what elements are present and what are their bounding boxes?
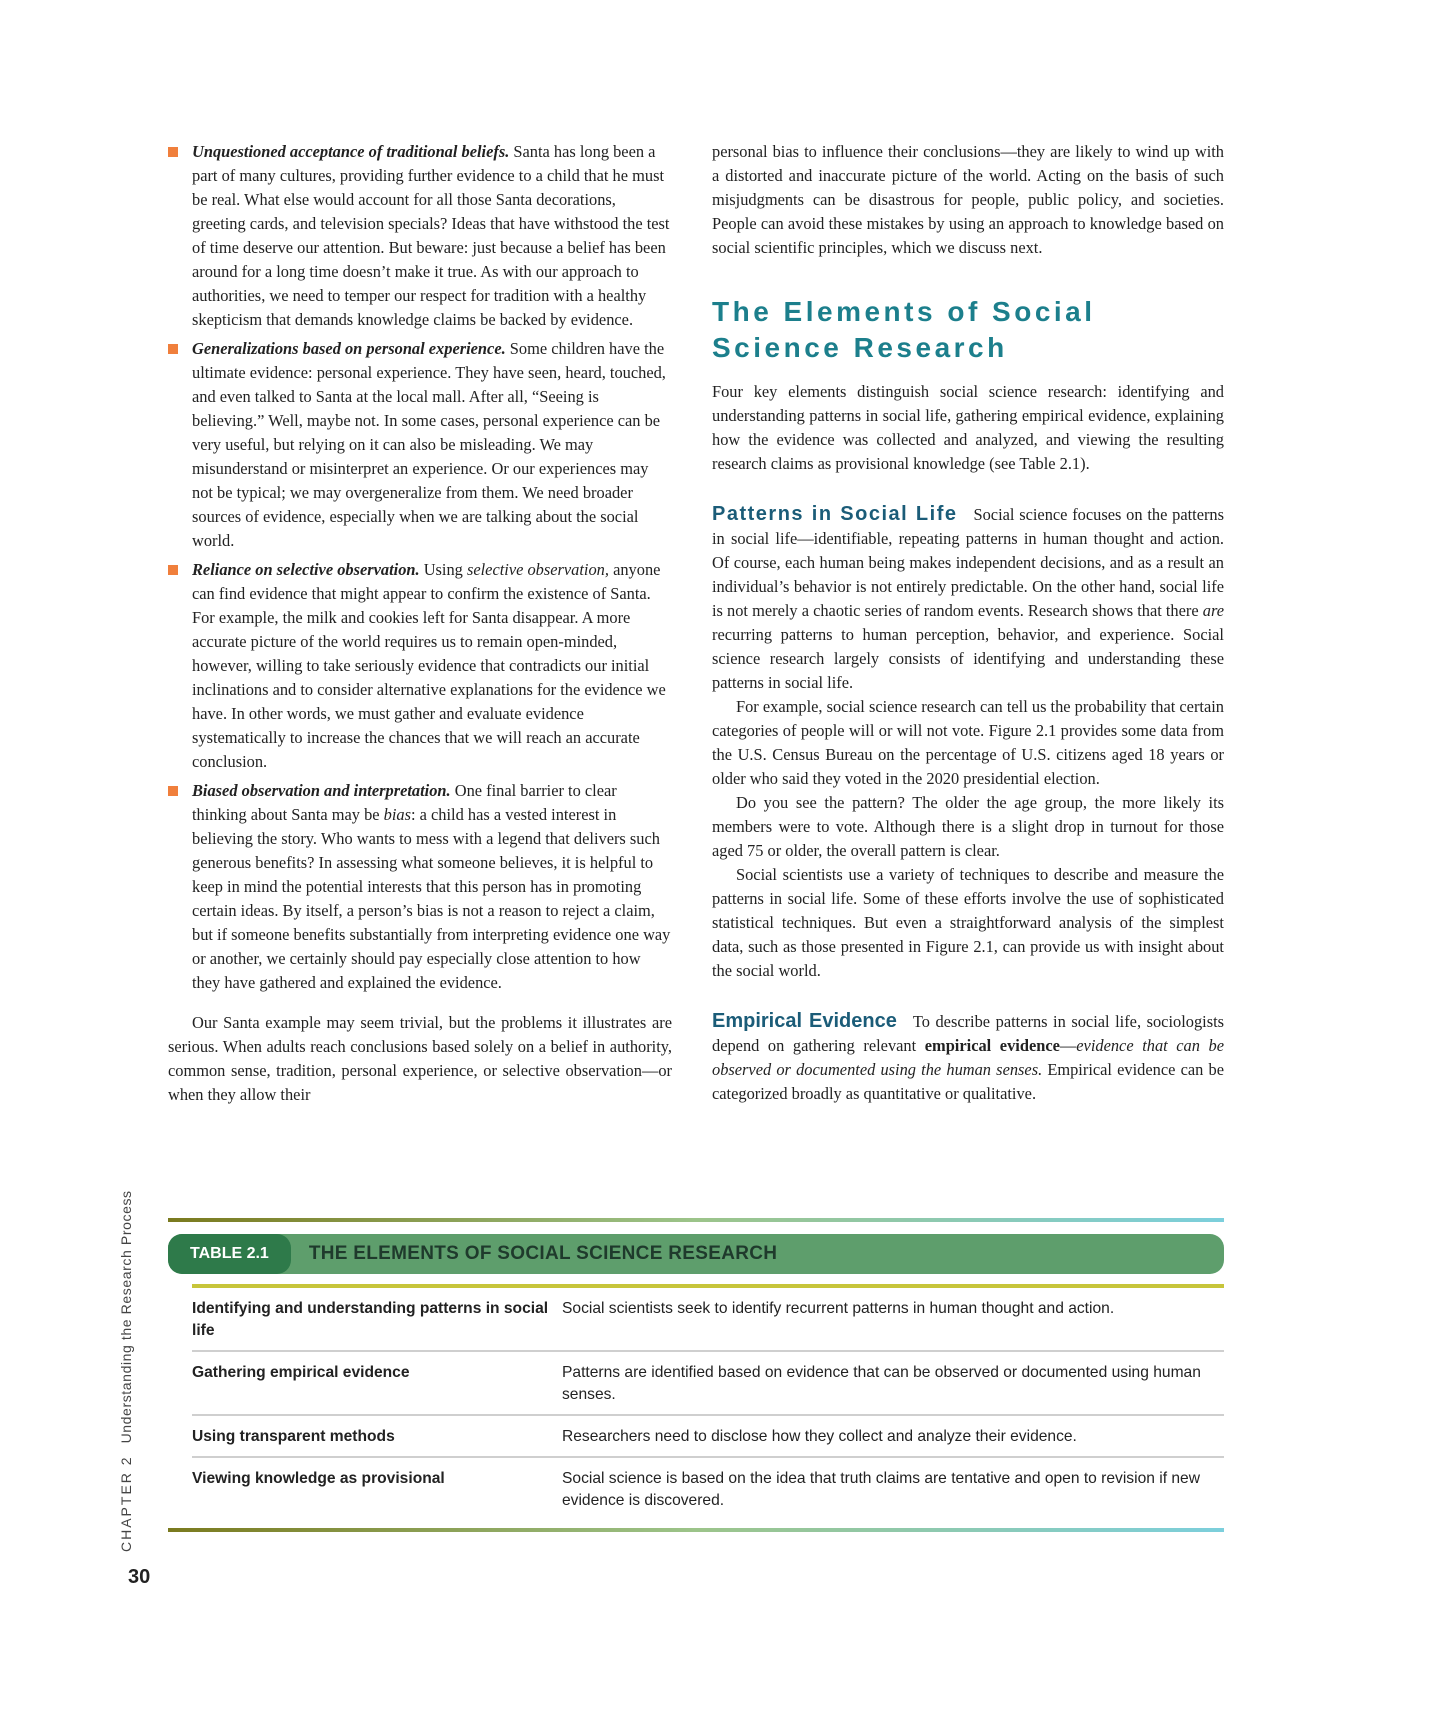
table-title: THE ELEMENTS OF SOCIAL SCIENCE RESEARCH	[308, 1243, 778, 1264]
paragraph-text: recurring patterns to human perception, behavior, and experience. Social science research largely consists of identifying and understanding these patterns in social life.	[712, 625, 1224, 692]
element-cell: Gathering empirical evidence	[192, 1364, 410, 1381]
description-cell: Social science is based on the idea that truth claims are tentative and open to revision if new evidence is discovered.	[562, 1470, 1200, 1509]
table-body	[192, 1284, 1224, 1520]
chapter-label: CHAPTER 2	[118, 1455, 134, 1552]
list-item	[168, 779, 672, 995]
element-cell: Identifying and understanding patterns in social life	[192, 1300, 549, 1339]
bullet-text: Using	[419, 560, 467, 579]
table-top-rule	[168, 1218, 1224, 1222]
bullet-text: One final barrier to clear thinking about Santa may be	[192, 781, 617, 824]
key-term: empirical evidence	[924, 1036, 1060, 1055]
running-head	[118, 1190, 134, 1552]
list-item	[168, 140, 672, 332]
barrier-list	[168, 140, 672, 995]
section-heading: The Elements of Social Science Research	[712, 296, 1096, 363]
paragraph-text: Empirical evidence can be categorized broadly as quantitative or qualitative.	[712, 1060, 1224, 1103]
closing-paragraph: Our Santa example may seem trivial, but the problems it illustrates are serious. When adults reach conclusions based solely on a belief in authority, common sense, tradition, personal experience, or selective observation—or when they allow their	[168, 1013, 672, 1104]
table-bottom-rule	[168, 1528, 1224, 1532]
bullet-lead: Biased observation and interpretation.	[192, 781, 451, 800]
square-bullet-icon	[168, 344, 178, 354]
bullet-emphasis: bias	[383, 805, 411, 824]
bullet-emphasis: selective observation,	[466, 560, 609, 579]
paragraph-text: Social science focuses on the patterns in social life—identifiable, repeating patterns in human thought and action. Of course, each human being makes independent decisions, and as a result an individual’s behavior is not entirely predictable. On the other hand, social life is not merely a chaotic series of random events. Research shows that there	[712, 505, 1225, 620]
intro-paragraph: Four key elements distinguish social science research: identifying and understanding patterns in social life, gathering empirical evidence, explaining how the evidence was collected and analyzed, and viewing the resulting research claims as provisional knowledge (see Table 2.1).	[712, 382, 1224, 473]
definition: evidence that can be observed or documented using the human senses.	[712, 1036, 1224, 1079]
continued-paragraph: personal bias to influence their conclusions—they are likely to wind up with a distorted and inaccurate picture of the world. Acting on the basis of such misjudgments can be disastrous for people, public policy, and societies. People can avoid these mistakes by using an approach to knowledge based on social scientific principles, which we discuss next.	[712, 142, 1224, 257]
description-cell: Social scientists seek to identify recurrent patterns in human thought and action.	[562, 1300, 1115, 1317]
square-bullet-icon	[168, 565, 178, 575]
bullet-text: anyone can find evidence that might appear to confirm the existence of Santa. For example, the milk and cookies left for Santa disappear. A more accurate picture of the world requires us to remain open-minded, however, willing to take seriously evidence that contradicts our initial inclinations and to consider alternative explanations for the evidence we have. In other words, we must gather and evaluate evidence systematically to increase the chances that we will reach an accurate conclusion.	[192, 560, 666, 771]
bullet-text: : a child has a vested interest in believing the story. Who wants to mess with a legend that delivers such generous benefits? In assessing what someone believes, it is helpful to keep in mind the potential interests that this person has in promoting certain ideas. By itself, a person’s bias is not a reason to reject a claim, but if someone benefits substantially from interpreting evidence one way or another, we certainly should pay especially close attention to how they have gathered and explained the evidence.	[192, 805, 671, 992]
chapter-title: Understanding the Research Process	[118, 1190, 134, 1444]
paragraph: Do you see the pattern? The older the age group, the more likely its members were to vote. Although there is a slight drop in turnout for those aged 75 or older, the overall pattern is clear.	[712, 793, 1224, 860]
paragraph: For example, social science research can tell us the probability that certain categories of people will or will not vote. Figure 2.1 provides some data from the U.S. Census Bureau on the percentage of U.S. citizens aged 18 years or older who said they voted in the 2020 presidential election.	[712, 697, 1224, 788]
description-cell: Patterns are identified based on evidence that can be observed or documented using human senses.	[562, 1364, 1201, 1403]
table-header-bar	[168, 1234, 1224, 1274]
bullet-text: Some children have the ultimate evidence: personal experience. They have seen, heard, touched, and even talked to Santa at the local mall. After all, “Seeing is believing.” Well, maybe not. In some cases, personal experience can be very useful, but relying on it can also be misleading. We may misunderstand or misinterpret an experience. Or our experiences may not be typical; we may overgeneralize from them. We need broader sources of evidence, especially when we are talking about the social world.	[192, 339, 666, 550]
bullet-lead: Reliance on selective observation.	[192, 560, 420, 579]
patterns-paragraph	[712, 502, 1224, 695]
subheading-empirical: Empirical Evidence	[712, 1010, 897, 1032]
page-number: 30	[128, 1566, 151, 1588]
table-row	[192, 1458, 1224, 1520]
bullet-lead: Generalizations based on personal experience.	[192, 339, 506, 358]
description-cell: Researchers need to disclose how they collect and analyze their evidence.	[562, 1428, 1077, 1445]
bullet-lead: Unquestioned acceptance of traditional beliefs.	[192, 142, 510, 161]
table-label: TABLE 2.1	[168, 1234, 291, 1274]
paragraph: Social scientists use a variety of techniques to describe and measure the patterns in social life. Some of these efforts involve the use of sophisticated statistical techniques. But even a straightforward analysis of the simplest data, such as those presented in Figure 2.1, can provide us with insight about the social world.	[712, 865, 1224, 980]
paragraph-text: To describe patterns in social life, sociologists depend on gathering relevant	[712, 1012, 1225, 1055]
table-row	[192, 1288, 1224, 1352]
list-item	[168, 337, 672, 553]
emphasis: are	[1202, 601, 1224, 620]
bullet-text: Santa has long been a part of many cultures, providing further evidence to a child that he must be real. What else would account for all those Santa decorations, greeting cards, and television specials? Ideas that have withstood the test of time deserve our attention. But beware: just because a belief has been around for a long time doesn’t make it true. As with our approach to authorities, we need to temper our respect for tradition with a healthy skepticism that demands knowledge claims be backed by evidence.	[192, 142, 670, 329]
right-column	[712, 140, 1224, 1106]
list-item	[168, 558, 672, 774]
empirical-paragraph	[712, 1009, 1224, 1106]
left-column	[168, 140, 672, 1107]
element-cell: Viewing knowledge as provisional	[192, 1470, 445, 1487]
table-row	[192, 1416, 1224, 1458]
paragraph-text: —	[1059, 1036, 1077, 1055]
subheading-patterns: Patterns in Social Life	[712, 503, 958, 525]
table-row	[192, 1352, 1224, 1416]
element-cell: Using transparent methods	[192, 1428, 395, 1445]
square-bullet-icon	[168, 147, 178, 157]
table-2-1	[168, 1218, 1224, 1532]
square-bullet-icon	[168, 786, 178, 796]
